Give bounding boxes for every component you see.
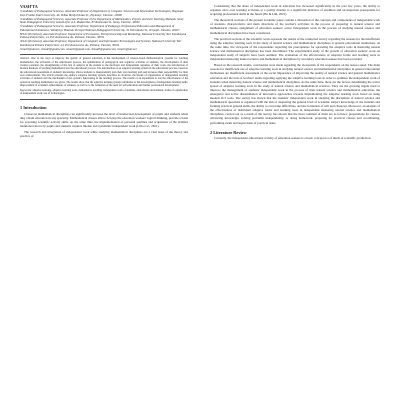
affiliation: ⁴Ph.D (Technical), Associate Professor, Department of Economics, Entrepreneurship and Marketing, National University Yuri Kondratyuk Poltava Polytechnic, 24, Pershotravneva Av., Poltava, Ukraine, 36011 [20, 31, 187, 40]
affiliation: ³Candidate of Pedagogical Sciences, Associate Professor, Department of Pedagogy, Professional Education and Management of Educational Institutions, Volodymyr Hnatiuk Ternopil National Pedagogical University, 32 Ostrozkoho St., Ternopil, Ukraine, 46027 [20, 24, 180, 32]
left-column [20, 4, 188, 140]
affiliation: ²Candidate of Pedagogical Sciences, Associate Professor of the Department of Mathematics, Physics and their Teaching Methods, Sumy State Pedagogical University named after A.S. Makarenko, 87 Romenska St., Sumy, Ukraine, 40002 [20, 16, 184, 25]
section-heading-introduction: 1 Introduction [20, 105, 47, 111]
affiliation: ¹Candidate of Pedagogical Sciences, Associate Professor of Department of Computer Sciences and Information Technologies, Bogomaz Ivan Franko State University, 40, Velika Berdychivska St., Zhytomyr, Ukraine, 10008 [20, 9, 184, 17]
section-heading-literature-review: 2 Literature Review [210, 129, 247, 135]
right-column [210, 4, 380, 142]
keywords-text: Keywords: adaptive learning, adaptive learning tools, mathematics teaching, independent work of students, educational environment, forms of organization of independent work, use of technologies. [20, 88, 188, 96]
abstract-box [20, 54, 188, 100]
author-emails: ¹email¹@ukr.net, ²email²@gmail.com, ³email³@gmail.com, ⁴email⁴@gmail.com, ⁵email⁵@ukr.net [20, 46, 137, 51]
body-paragraph: Currently, the independent educational activity of education seekers is a basic concept not of much of scientific production [214, 136, 371, 141]
author-line: VASH'TA [20, 4, 38, 9]
body-paragraph: Based on the research results, conclusions were made regarding the viewpoints of the respondents on the issues raised. The main reasons for insufficient use of adaptive learning tools in studying natural science and mathematical disciplines in general educational institutions are insufficient assessment of the social importance of improving the quality of natural science and general mathematics education and the lack of teachers' skills regarding applying the adaptive learning tools in order to optimize the independent work of students when mastering natural science and mathematical disciplines. At the same time, there are the factors determining the active spread of adaptive learning tools in the study of natural science and mathematical sciences. They are the growing urgent need to improve the management of students' independent work in the process of their natural science and mathematical education, the emergence and active dissemination of innovative approaches towards implementing the adaptive learning tools based on using modern ICT tools. The survey has shown that the students' independent work in studying the disciplines of natural science and mathematical questions is organized with the aim of deepening the general level of academic subject knowledge of the students and forming practical general skills, the ability to overcome difficulties, and the formation of will and character. Moreover, an analysis of the effectiveness of individual adaptive forms and learning tools in independent mastering natural science and mathematical disciplines, carried out as a result of the survey, has shown that the most common of them are as follows: preparations for classes, advancing knowledge, solving problems independently, or doing homework, preparing for practical classes and coordinating, performing exam and supervision of practical tasks. [210, 63, 380, 125]
body-paragraph: The practical sections of the scientific work represent the results of the conducted survey regarding the reasons for the insufficient using the adaptive learning tools in the study of natural science and mathematical disciplines at general educational institutions. At the same time, the viewpoint of the respondents regarding the prerequisites for spreading the adaptive tools in mastering natural science and mathematical disciplines has been determined. The experimental study of the growth of education seekers' work on independent study of subjects have been outlined. The evaluation of the effectiveness of adaptive forms and learning tools in independent mastering natural science and mathematical disciplines by secondary education seekers has been provided. [210, 36, 380, 62]
body-paragraph: Classes in mathematical disciplines can significantly increase the level of intellectual development of pupils and students when they obtain education in any specialty. Mathematical classes aim to develop the education workers' logical thinking, provide a basis for acquiring scientific activity skills. At the same time, the implementation of personal qualities and acquisition of the abilities mentioned above by pupils and students requires intense and systematic independent work (Lim et al., 2021). [20, 111, 188, 128]
body-paragraph: Considering that the share of independent work in education has increased significantly in the past few years, the ability to organize one's own learning activities at a quality manner is a significant indicator of erudition and an important prerequisite for acquiring professional skills in the future (He & Lim, 2021). [210, 4, 380, 17]
affiliation: ⁵Ph.D (Technical), Associate Professor, Department of Computer and Information Technologies and Systems, National University Yuri Kondratyuk Poltava Polytechnic, 24, Pershotravneva Av., Poltava, Ukraine, 36011 [20, 39, 182, 47]
body-paragraph: The theoretical sections of the present academic paper contain a discussion of the concepts and components of independent work of students, characteristics and main directions of the teacher's activities in the process of preparing to natural science and mathematical classes, assignment of education seekers' active independent work in the process of studying natural science and mathematical disciplines have been considered. [210, 18, 380, 35]
body-paragraph: The research and integration of independent work while studying mathematical disciplines are a vital issue of the theory and practice of [20, 129, 188, 138]
abstract-text: Abstract. One of the ways to improve the quality of general education is the development of science-based methodological systems for teaching mathematics, the activation of the educational process, the optimization of pedagogical and cognitive activities of students, the development of their creative potential, the strengthening of the role of subjects in the student as the motivator and independent organizer of their work, the introduction of modern methods of teaching mathematics into the educational process. The introduction of an adaptive learning system in the educational process, based on the educational assessment of students' knowledge, allows students to independently plan their own learning path and increases their responsibility for their own achievements. The article presents the author's adaptive learning system, describes its structure, the model of organization of independent learning activities of students and the mechanism of the system's functioning in the learning process. The results of an experiment to test the effectiveness of the system in teaching mathematics are given. The results show that the adaptive learning system contributes to the development of independent learning skills, improvement of academic achievements of students, as well as to the formation of the need for self-education and further professional development. [20, 57, 188, 87]
